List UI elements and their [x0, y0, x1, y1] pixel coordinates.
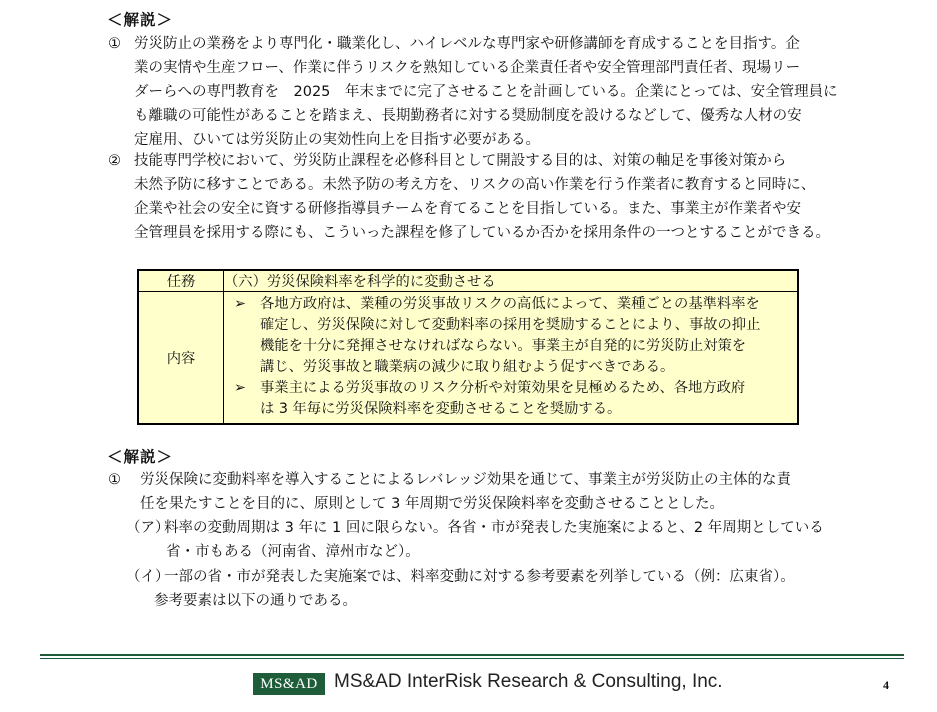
text-line: ダーらへの専門教育を 2025 年末までに完了させることを計画している。企業にとっては、安全管理員に [134, 84, 838, 100]
bullet-line: 機能を十分に発揮させなければならない。事業主が自発的に労災防止対策を [260, 338, 747, 354]
bullet-item [230, 378, 791, 420]
footer-divider [40, 658, 904, 659]
text-line: 労災保険に変動料率を導入することによるレバレッジ効果を通じて、事業主が労災防止の主体的な責 [140, 472, 792, 488]
footer-divider [40, 654, 904, 656]
task-content-label: 内容 [138, 292, 224, 425]
sub-item-label: （イ） [126, 569, 170, 585]
bullet-line: は 3 年毎に労災保険料率を変動させることを奨励する。 [260, 401, 622, 417]
task-content-cell [224, 292, 799, 425]
bullet-line: 各地方政府は、業種の労災事故リスクの高低によって、業種ごとの基準料率を [260, 296, 760, 312]
text-line: 省・市もある（河南省、漳州市など）。 [166, 544, 420, 560]
explanation-item [108, 32, 838, 152]
text-line: 未然予防に移すことである。未然予防の考え方を、リスクの高い作業を行う作業者に教育すると同時に、 [134, 177, 816, 193]
bullet-line: 事業主による労災事故のリスク分析や対策効果を見極めるため、各地方政府 [260, 380, 746, 396]
text-line: 技能専門学校において、労災防止課程を必修科目として開設する目的は、対策の軸足を事後対策から [134, 153, 787, 169]
text-line: 全管理員を採用する際にも、こういった課程を修了しているか否かを採用条件の一つとすることができる。 [134, 225, 830, 241]
text-line: 料率の変動周期は 3 年に 1 回に限らない。各省・市が発表した実施案によると、2 年周期としている [164, 520, 824, 536]
task-header-row [138, 270, 798, 292]
bullet-item [230, 294, 791, 378]
item-number: ① [108, 472, 121, 488]
explanation-item [108, 149, 838, 245]
item-number: ② [108, 153, 121, 169]
sub-item [126, 565, 838, 613]
text-line: 労災防止の業務をより専門化・職業化し、ハイレベルな専門家や研修講師を育成することを目指す。企 [134, 36, 800, 52]
page-number: 4 [883, 678, 889, 692]
sub-item [126, 516, 838, 564]
text-line: 任を果たすことを目的に、原則として 3 年周期で労災保険料率を変動させることとした。 [140, 496, 724, 512]
arrow-bullet-icon: ➢ [234, 296, 246, 312]
text-line: も離職の可能性があることを踏まえ、長期勤務者に対する奨励制度を設けるなどして、優秀な人材の安 [134, 108, 802, 124]
text-line: 業の実情や生産フロー、作業に伴うリスクを熟知している企業責任者や安全管理部門責任者、現場リー [134, 60, 801, 76]
task-header-value: （六）労災保険料率を科学的に変動させる [224, 270, 799, 292]
bullet-line: 講じ、労災事故と職業病の減少に取り組むよう促すべきである。 [260, 359, 675, 375]
item-number: ① [108, 36, 121, 52]
task-content-row [138, 292, 798, 425]
text-line: 定雇用、ひいては労災防止の実効性向上を目指す必要がある。 [134, 132, 540, 148]
sub-item-label: （ア） [126, 520, 170, 536]
text-line: 参考要素は以下の通りである。 [154, 593, 357, 609]
bullet-line: 確定し、労災保険に対して変動料率の採用を奨励することにより、事故の抑止 [260, 317, 761, 333]
bullet-list [224, 292, 797, 423]
text-line: 一部の省・市が発表した実施案では、料率変動に対する参考要素を列挙している（例：広東省）。 [164, 569, 795, 585]
explanation-item [108, 468, 838, 516]
company-logo: MS&AD [253, 673, 325, 695]
task-table [137, 269, 799, 425]
company-name: MS&AD InterRisk Research & Consulting, Inc. [334, 671, 723, 692]
task-header-label: 任務 [138, 270, 224, 292]
text-line: 企業や社会の安全に資する研修指導員チームを育てることを目指している。また、事業主が作業者や安 [134, 201, 801, 217]
section-heading: ＜解説＞ [107, 11, 174, 29]
arrow-bullet-icon: ➢ [234, 380, 246, 396]
section-heading: ＜解説＞ [107, 448, 174, 466]
